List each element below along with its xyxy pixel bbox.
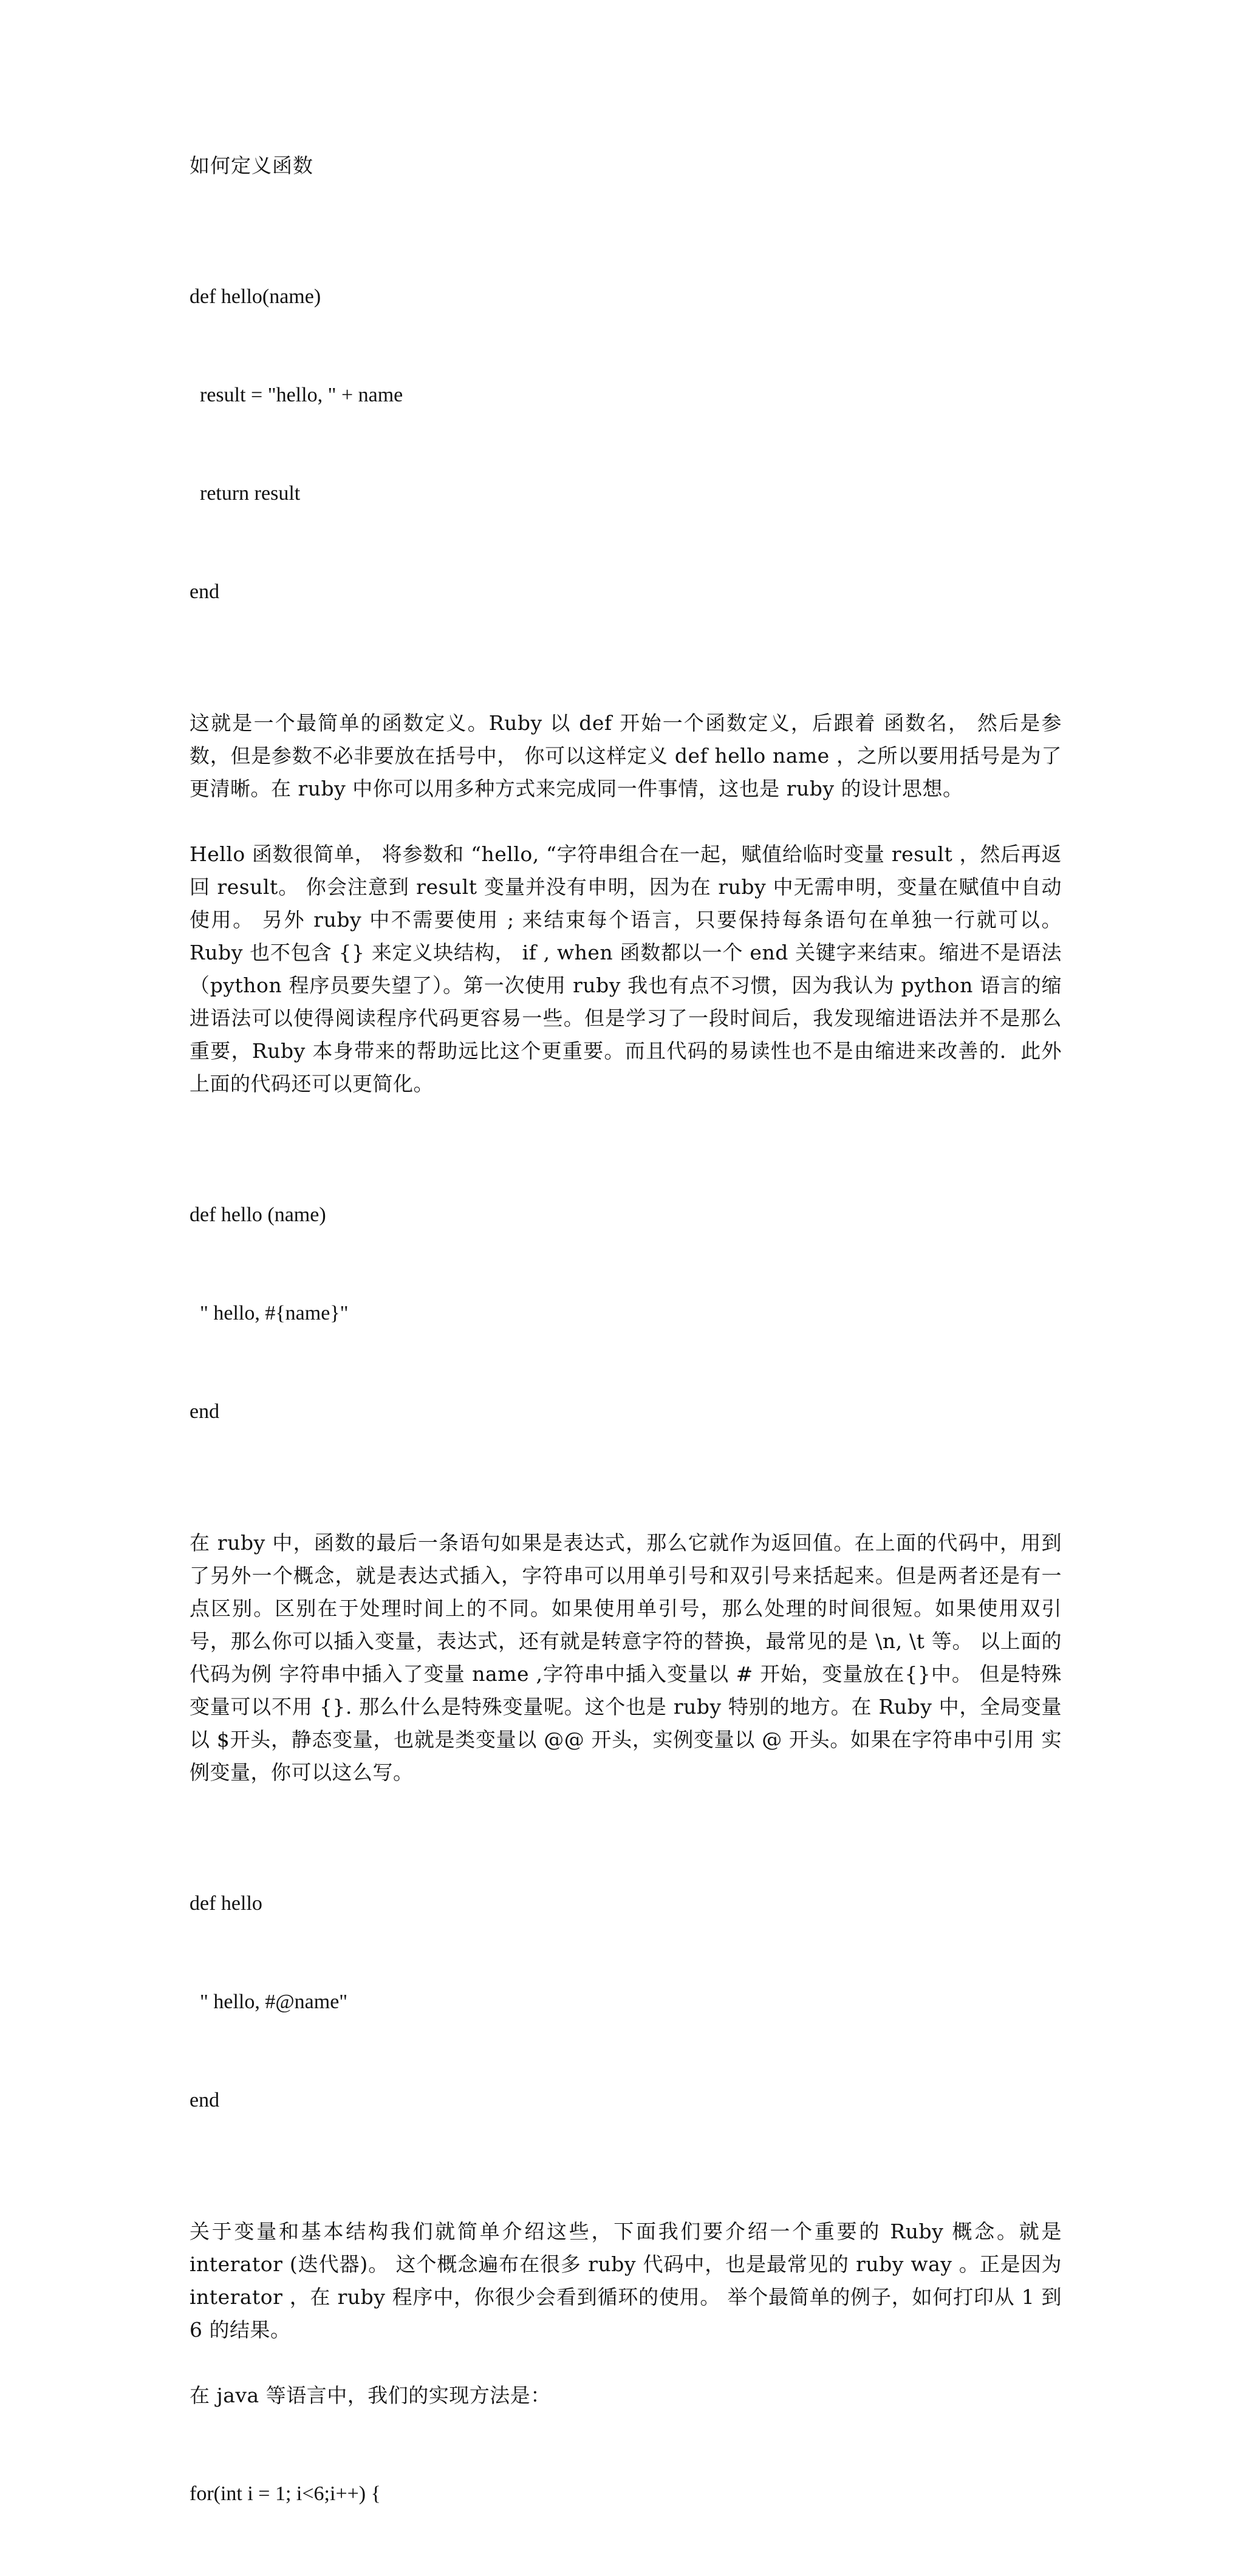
page-title: 如何定义函数: [190, 154, 313, 177]
spacer: [190, 1100, 1062, 1133]
code-block-java-for: [190, 2412, 1062, 2576]
spacer: [190, 1789, 1062, 1822]
spacer: [190, 2182, 1062, 2215]
paragraph-hello-explanation: Hello 函数很简单， 将参数和 “hello, “字符串组合在一起，赋值给临时变量 result ，然后再返回 result。 你会注意到 result 变量并没有申明，因为在 ruby 中无需申明，变量在赋值中自动使用。 另外 ruby 中不需要使用 ; 来结束每个语言，只要保持每条语句在单独一行就可以。 Ruby 也不包含 {} 来定义块结构， if , when 函数都以一个 end 关键字来结束。缩进不是语法（python 程序员要失望了）。第一次使用 ruby 我也有点不习惯，因为我认为 python 语言的缩进语法可以使得阅读程序代码更容易一些。但是学习了一段时间后，我发现缩进语法并不是那么重要，Ruby 本身带来的帮助远比这个更重要。而且代码的易读性也不是由缩进来改善的．此外上面的代码还可以更简化。: [190, 842, 1062, 1095]
code-line: for(int i = 1; i<6;i++) {: [190, 2482, 381, 2505]
java-intro-line: 在 java 等语言中，我们的实现方法是：: [190, 2383, 551, 2407]
code-line: " hello, #@name": [190, 1991, 348, 2013]
code-line: def hello(name): [190, 285, 321, 308]
code-line: return result: [190, 482, 301, 505]
code-line: def hello: [190, 1892, 262, 1915]
code-line: end: [190, 1400, 220, 1423]
paragraph-string-interpolation: 在 ruby 中，函数的最后一条语句如果是表达式，那么它就作为返回值。在上面的代码中，用到了另外一个概念，就是表达式插入，字符串可以用单引号和双引号来括起来。但是两者还是有一点区别。区别在于处理时间上的不同。如果使用单引号，那么处理的时间很短。如果使用双引号，那么你可以插入变量，表达式，还有就是转意字符的替换，最常见的是 \n, \t 等。 以上面的代码为例 字符串中插入了变量 name ,字符串中插入变量以 # 开始，变量放在{}中。 但是特殊变量可以不用 {}. 那么什么是特殊变量呢。这个也是 ruby 特别的地方。在 Ruby 中，全局变量以 $开头，静态变量，也就是类变量以 @@ 开头，实例变量以 @ 开头。如果在字符串中引用 实例变量，你可以这么写。: [190, 1531, 1062, 1784]
code-block-hello-simplified: [190, 1133, 1062, 1494]
code-block-hello-instance-var: [190, 1822, 1062, 2182]
code-line: result = "hello, " + name: [190, 384, 403, 406]
spacer: [190, 2346, 1062, 2379]
spacer: [190, 805, 1062, 838]
spacer: [190, 182, 1062, 215]
code-line: def hello (name): [190, 1204, 326, 1226]
code-line: end: [190, 2089, 220, 2111]
spacer: [190, 1494, 1062, 1527]
paragraph-function-definition: 这就是一个最简单的函数定义。Ruby 以 def 开始一个函数定义，后跟着 函数名， 然后是参数，但是参数不必非要放在括号中， 你可以这样定义 def hello name ，之所以要用括号是为了更清晰。在 ruby 中你可以用多种方式来完成同一件事情，这也是 ruby 的设计思想。: [190, 711, 1062, 800]
paragraph-iterator-intro: 关于变量和基本结构我们就简单介绍这些，下面我们要介绍一个重要的 Ruby 概念。就是 interator (迭代器)。 这个概念遍布在很多 ruby 代码中，也是最常见的 ruby way 。正是因为 interator ，在 ruby 程序中，你很少会看到循环的使用。 举个最简单的例子，如何打印从 1 到 6 的结果。: [190, 2220, 1062, 2342]
spacer: [190, 674, 1062, 707]
code-line: " hello, #{name}": [190, 1302, 349, 1324]
code-line: end: [190, 581, 220, 603]
code-block-hello-def: [190, 215, 1062, 674]
